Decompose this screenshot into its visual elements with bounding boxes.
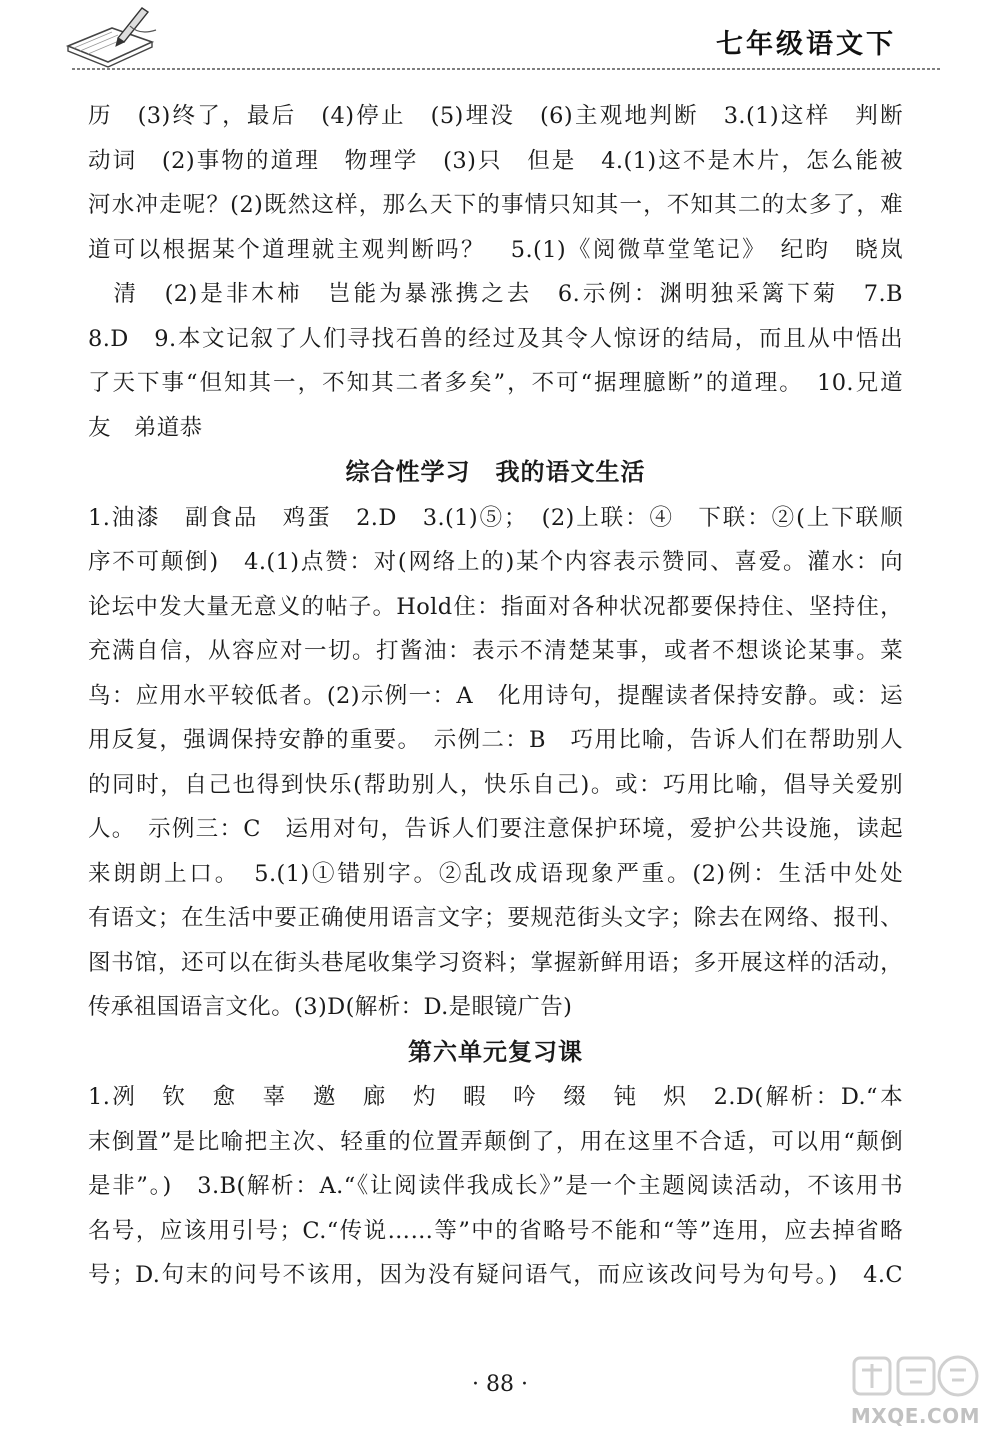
page-header [0,0,1000,80]
text-line: 友 弟道恭 [88,414,203,441]
text-line: 是非”。) 3.B(解析：A.“《让阅读伴我成长》”是一个主题阅读活动，不该用书 [88,1173,903,1199]
text-line: 1.冽 钦 愈 辜 邀 廊 灼 暇 吟 缀 钝 炽 2.D(解析：D.“本 [88,1084,903,1110]
section-heading: 综合性学习 我的语文生活 [345,458,646,486]
text-line: 8.D 9.本文记叙了人们寻找石兽的经过及其令人惊讶的结局，而且从中悟出 [88,325,903,352]
text-line: 充满自信，从容应对一切。打酱油：表示不清楚某事，或者不想谈论某事。菜 [88,638,903,664]
header-title: 七年级语文下 [716,29,896,60]
text-line: 道可以根据某个道理就主观判断吗？ 5.(1)《阅微草堂笔记》 纪昀 晓岚 [88,236,903,263]
text-line: 图书馆，还可以在街头巷尾收集学习资料；掌握新鲜用语；多开展这样的活动， [88,949,903,976]
text-line: 末倒置”是比喻把主次、轻重的位置弄颠倒了，用在这里不合适，可以用“颠倒 [88,1128,903,1155]
text-line: 号；D.句末的问号不该用，因为没有疑问语气，而应该改问号为句号。) 4.C [88,1262,903,1288]
text-line: 动词 (2)事物的道理 物理学 (3)只 但是 4.(1)这不是木片，怎么能被 [88,147,903,174]
text-line: 的同时，自己也得到快乐(帮助别人，快乐自己)。或：巧用比喻，倡导关爱别 [88,771,903,798]
pen-and-notebook-icon [60,2,170,76]
text-line: 用反复，强调保持安静的重要。 示例二：B 巧用比喻，告诉人们在帮助别人 [88,727,903,753]
section-heading: 第六单元复习课 [408,1037,583,1066]
text-line: 人。 示例三：C 运用对句，告诉人们要注意保护环境，爱护公共设施，读起 [88,816,903,842]
watermark [848,1352,983,1432]
text-line: 名号，应该用引号；C.“传说……等”中的省略号不能和“等”连用，应去掉省略 [88,1217,903,1244]
header-divider [72,66,940,72]
text-line: 清 (2)是非木柿 岂能为暴涨携之去 6.示例：渊明独采篱下菊 7.B [88,281,903,307]
text-line: 鸟：应用水平较低者。(2)示例一：A 化用诗句，提醒读者保持安静。或：运 [88,682,903,709]
answer-stamp-logo-icon [848,1352,983,1402]
watermark-text: MXQE.COM [850,1404,981,1428]
text-line: 来朗朗上口。 5.(1)①错别字。②乱改成语现象严重。(2)例：生活中处处 [88,860,903,887]
text-line: 了天下事“但知其一，不知其二者多矣”，不可“据理臆断”的道理。 10.兄道 [88,370,903,396]
text-line: 序不可颠倒) 4.(1)点赞：对(网络上的)某个内容表示赞同、喜爱。灌水：向 [88,549,903,575]
answer-text-body [88,94,903,1298]
text-line: 有语文；在生活中要正确使用语言文字；要规范街头文字；除去在网络、报刊、 [88,905,903,931]
page-number: · 88 · [472,1372,528,1397]
text-line: 1.油漆 副食品 鸡蛋 2.D 3.(1)⑤； (2)上联：④ 下联：②(上下联顺 [88,504,903,531]
text-line: 论坛中发大量无意义的帖子。Hold住：指面对各种状况都要保持住、坚持住， [88,593,903,620]
text-line: 传承祖国语言文化。(3)D(解析：D.是眼镜广告) [88,994,573,1020]
text-line: 历 (3)终了，最后 (4)停止 (5)埋没 (6)主观地判断 3.(1)这样 判断 [88,103,903,129]
text-line: 河水冲走呢？(2)既然这样，那么天下的事情只知其一，不知其二的太多了，难 [88,192,903,218]
